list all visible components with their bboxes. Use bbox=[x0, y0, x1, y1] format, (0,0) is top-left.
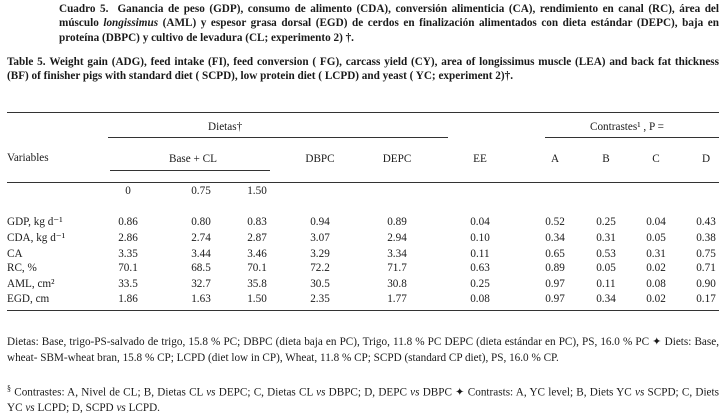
row-variable: CDA, kg d⁻¹ bbox=[7, 232, 66, 244]
table-cell: 0.31 bbox=[596, 232, 616, 244]
table-header-rule bbox=[7, 182, 719, 183]
table-cell: 68.5 bbox=[191, 262, 211, 274]
table-cell: 1.86 bbox=[118, 293, 138, 305]
header-contrast-d: D bbox=[701, 153, 711, 165]
table-cell: 2.86 bbox=[118, 232, 138, 244]
table-cell: 0.71 bbox=[696, 262, 716, 274]
footnote-vs: vs bbox=[25, 402, 35, 415]
table-cell: 0.94 bbox=[310, 216, 330, 228]
table-cell: 0.02 bbox=[646, 293, 666, 305]
footnote-text-b: DEPC; C, Dietas CL bbox=[215, 386, 317, 399]
caption-text: Ganancia de peso (GDP), consumo de alimento (CDA), conversión alimenticia (CA), rendimiento en canal (RC), área del músculo bbox=[59, 3, 719, 30]
table-cell: 3.07 bbox=[310, 232, 330, 244]
footnote-text-d: DBPC ✦ Contrasts: A, YC level; B, Diets YC bbox=[419, 386, 635, 399]
caption-italic: longissimus bbox=[103, 17, 159, 30]
header-level-0: 0 bbox=[125, 185, 131, 197]
header-contrast-a: A bbox=[550, 153, 560, 165]
table-cell: 0.52 bbox=[545, 216, 565, 228]
dietas-underline bbox=[108, 137, 448, 138]
table-cell: 0.63 bbox=[470, 262, 490, 274]
table-cell: 72.2 bbox=[310, 262, 330, 274]
table-cell: 2.87 bbox=[247, 232, 267, 244]
table-cell: 1.63 bbox=[191, 293, 211, 305]
table-cell: 32.7 bbox=[191, 278, 211, 290]
table-cell: 33.5 bbox=[118, 278, 138, 290]
table-cell: 0.25 bbox=[596, 216, 616, 228]
table-cell: 70.1 bbox=[118, 262, 138, 274]
table-cell: 3.29 bbox=[310, 248, 330, 260]
row-variable: AML, cm² bbox=[7, 278, 55, 290]
table-cell: 71.7 bbox=[387, 262, 407, 274]
header-contrast-b: B bbox=[602, 153, 610, 165]
table-cell: 0.34 bbox=[545, 232, 565, 244]
table-cell: 3.44 bbox=[191, 248, 211, 260]
table-cell: 1.77 bbox=[387, 293, 407, 305]
table-cell: 0.04 bbox=[470, 216, 490, 228]
table-cell: 0.31 bbox=[646, 248, 666, 260]
caption-spanish bbox=[7, 2, 719, 45]
caption-label: Cuadro 5. bbox=[59, 3, 109, 15]
table-cell: 0.65 bbox=[545, 248, 565, 260]
table-cell: 0.43 bbox=[696, 216, 716, 228]
table-cell: 35.8 bbox=[247, 278, 267, 290]
footnote-text-f: LCPD; D, SCPD bbox=[34, 402, 117, 415]
header-contrast-c: C bbox=[652, 153, 660, 165]
footnote-text-e: SCPD; C, Diets YC bbox=[7, 386, 719, 415]
table-cell: 2.94 bbox=[387, 232, 407, 244]
table-cell: 0.11 bbox=[470, 248, 490, 260]
table-cell: 0.02 bbox=[646, 262, 666, 274]
header-level-150: 1.50 bbox=[247, 185, 267, 197]
header-dbpc: DBPC bbox=[305, 153, 335, 165]
footnote-diets: Dietas: Base, trigo-PS-salvado de trigo, 15.8 % PC; DBPC (dieta baja en PC), Trigo, 11.8 % PC DEPC (dieta estándar en PC), PS, 16.0 % PC ✦ Diets: Base, wheat- SBM-wheat bran, 15.8 % CP; LCPD (diet low in CP), Wheat, 11.8 % CP; SCPD (standard CP diet), PS, 16.0 % CP. bbox=[7, 336, 719, 364]
table-cell: 0.75 bbox=[696, 248, 716, 260]
table-cell: 3.34 bbox=[387, 248, 407, 260]
table-cell: 3.35 bbox=[118, 248, 138, 260]
contrastes-underline bbox=[545, 137, 719, 138]
table-cell: 0.97 bbox=[545, 293, 565, 305]
header-dietas: Dietas† bbox=[208, 121, 243, 133]
table-cell: 0.17 bbox=[696, 293, 716, 305]
base-cl-underline bbox=[110, 170, 270, 171]
footnote-vs: vs bbox=[635, 386, 645, 399]
footnote-vs: vs bbox=[410, 386, 420, 399]
footnote-vs: vs bbox=[316, 386, 326, 399]
table-cell: 1.50 bbox=[247, 293, 267, 305]
caption-text-en: Weight gain (ADG), feed intake (FI), feed conversion ( FG), carcass yield (CY), area of longissimus muscle (LEA) and back fat thickness (BF) of finisher pigs with standard diet ( SCPD), low protein diet ( LCPD) and yeast ( YC; experiment 2)†. bbox=[7, 56, 720, 83]
table-cell: 30.8 bbox=[387, 278, 407, 290]
table-cell: 0.38 bbox=[696, 232, 716, 244]
table-cell: 70.1 bbox=[247, 262, 267, 274]
table-cell: 0.08 bbox=[646, 278, 666, 290]
footnote-vs: vs bbox=[116, 402, 126, 415]
table-cell: 0.97 bbox=[545, 278, 565, 290]
table-cell: 0.53 bbox=[596, 248, 616, 260]
table-cell: 0.25 bbox=[470, 278, 490, 290]
table-top-rule bbox=[7, 112, 719, 113]
header-level-075: 0.75 bbox=[191, 185, 211, 197]
table-cell: 0.89 bbox=[387, 216, 407, 228]
table-cell: 0.10 bbox=[470, 232, 490, 244]
footnote-text-c: DBPC; D, DEPC bbox=[325, 386, 411, 399]
table-cell: 0.80 bbox=[191, 216, 211, 228]
footnote-contrasts bbox=[7, 381, 719, 417]
footnote-mark: § bbox=[7, 384, 11, 393]
footnote-text-g: LCPD. bbox=[125, 402, 160, 415]
table-cell: 0.05 bbox=[596, 262, 616, 274]
caption-text-end: (AML) y espesor grasa dorsal (EGD) de cerdos en finalización alimentados con dieta estándar (DEPC), baja en proteína (DBPC) y cultivo de levadura (CL; experimento 2) †. bbox=[59, 17, 719, 44]
table-cell: 0.08 bbox=[470, 293, 490, 305]
table-cell: 0.89 bbox=[545, 262, 565, 274]
footnote-vs: vs bbox=[206, 386, 216, 399]
header-contrastes: Contrastes¹ , P = bbox=[590, 121, 664, 133]
caption-label-en: Table 5. bbox=[7, 56, 46, 68]
table-cell: 3.46 bbox=[247, 248, 267, 260]
row-variable: EGD, cm bbox=[7, 293, 50, 305]
table-cell: 2.74 bbox=[191, 232, 211, 244]
table-cell: 0.83 bbox=[247, 216, 267, 228]
caption-english bbox=[7, 55, 719, 84]
table-cell: 30.5 bbox=[310, 278, 330, 290]
footnote-text-a: Contrastes: A, Nivel de CL; B, Dietas CL bbox=[11, 386, 207, 399]
table-cell: 2.35 bbox=[310, 293, 330, 305]
table-cell: 0.86 bbox=[118, 216, 138, 228]
table-bottom-rule bbox=[7, 310, 719, 311]
header-variables: Variables bbox=[7, 152, 49, 164]
header-base-cl: Base + CL bbox=[169, 153, 217, 165]
row-variable: RC, % bbox=[7, 262, 37, 274]
table-cell: 0.04 bbox=[646, 216, 666, 228]
table-cell: 0.34 bbox=[596, 293, 616, 305]
table-cell: 0.90 bbox=[696, 278, 716, 290]
header-ee: EE bbox=[473, 153, 487, 165]
row-variable: GDP, kg d⁻¹ bbox=[7, 216, 63, 228]
table-cell: 0.11 bbox=[596, 278, 616, 290]
table-cell: 0.05 bbox=[646, 232, 666, 244]
row-variable: CA bbox=[7, 248, 23, 260]
header-depc: DEPC bbox=[382, 153, 412, 165]
